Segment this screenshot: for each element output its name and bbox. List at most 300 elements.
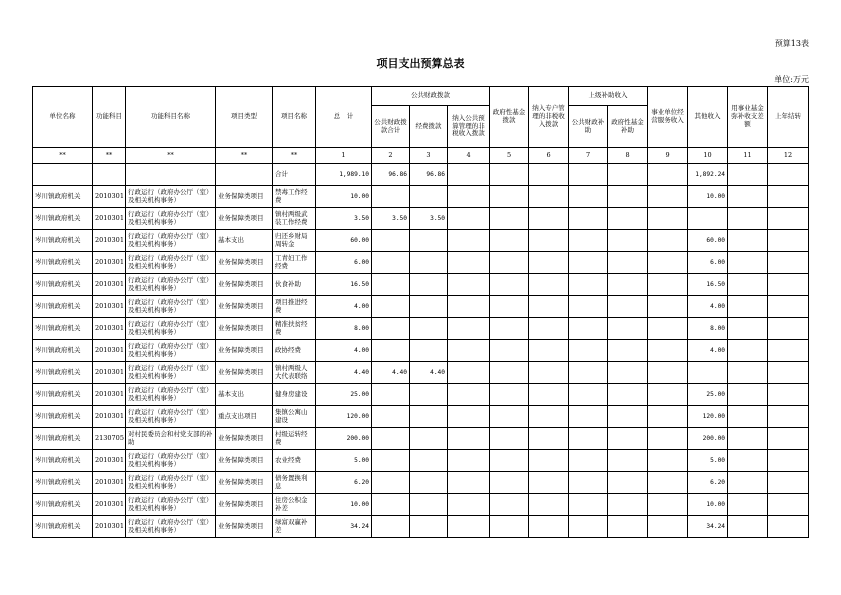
table-row [33,494,809,516]
header-func-name: 功能科目名称 [126,87,216,148]
row-business-income [648,186,688,208]
row-gov-fund [490,252,529,274]
row-pf-funding [410,384,448,406]
header-pf-nontax: 纳入公共预算管理的非税收入拨款 [448,106,490,148]
row-other-income: 6.00 [688,252,728,274]
row-ss-public [569,384,608,406]
header-index-cell: 8 [608,148,648,164]
row-other-income: 10.00 [688,186,728,208]
row-business-income [648,252,688,274]
header-index-cell: ** [216,148,273,164]
row-ss-public [569,252,608,274]
row-total: 34.24 [316,516,372,538]
row-total: 3.50 [316,208,372,230]
row-other-income: 34.24 [688,516,728,538]
row-business-income [648,318,688,340]
row-special-nontax [529,406,569,428]
row-special-nontax [529,472,569,494]
row-prev-carryover [768,296,809,318]
row-other-income [688,208,728,230]
row-ss-gov-fund [608,230,648,252]
row-func-code: 2010301 [93,318,126,340]
row-ss-public [569,318,608,340]
row-ss-public [569,208,608,230]
row-total: 60.00 [316,230,372,252]
table-row [33,208,809,230]
row-fund-make-up [728,516,768,538]
row-ss-gov-fund [608,494,648,516]
row-func-code: 2010301 [93,406,126,428]
row-pf-nontax [448,384,490,406]
row-business-income [648,516,688,538]
row-fund-make-up [728,274,768,296]
row-ss-public [569,274,608,296]
header-pf-subtotal: 公共财政拨款合计 [372,106,410,148]
row-prev-carryover [768,186,809,208]
row-unit-name: 岑川镇政府机关 [33,362,93,384]
row-project-type: 基本支出 [216,230,273,252]
header-index-cell: 3 [410,148,448,164]
header-pf-funding: 经费拨款 [410,106,448,148]
row-fund-make-up [728,472,768,494]
row-unit-name: 岑川镇政府机关 [33,296,93,318]
row-project-name: 镇村两级武装工作经费 [273,208,316,230]
row-pf-subtotal [372,318,410,340]
row-prev-carryover [768,274,809,296]
header-func-code: 功能科目 [93,87,126,148]
unit-label: 单位:万元 [774,75,809,84]
row-func-code: 2010301 [93,252,126,274]
row-func-code: 2010301 [93,384,126,406]
row-unit-name: 岑川镇政府机关 [33,406,93,428]
row-ss-gov-fund [608,274,648,296]
row-pf-nontax [448,208,490,230]
row-gov-fund [490,472,529,494]
header-index-cell: 10 [688,148,728,164]
row-func-name: 行政运行（政府办公厅（室）及相关机构事务） [126,494,216,516]
row-fund-make-up [728,318,768,340]
row-project-type: 业务保障类项目 [216,208,273,230]
row-other-income: 60.00 [688,230,728,252]
row-prev-carryover [768,318,809,340]
header-index-cell: ** [33,148,93,164]
row-pf-nontax [448,516,490,538]
row-pf-nontax [448,186,490,208]
header-index-cell: 9 [648,148,688,164]
header-project-type: 项目类型 [216,87,273,148]
row-ss-gov-fund [608,516,648,538]
table-row [33,340,809,362]
row-pf-funding [410,186,448,208]
row-ss-gov-fund [608,406,648,428]
row-func-code: 2010301 [93,274,126,296]
row-total: 4.00 [316,296,372,318]
row-pf-nontax [448,428,490,450]
header-fund-make-up: 用事业基金弥补收支差额 [728,87,768,148]
row-func-name: 行政运行（政府办公厅（室）及相关机构事务） [126,296,216,318]
table-row [33,362,809,384]
row-total: 200.00 [316,428,372,450]
row-pf-subtotal [372,494,410,516]
row-project-type: 业务保障类项目 [216,186,273,208]
row-project-name: 禁毒工作经费 [273,186,316,208]
row-business-income [648,274,688,296]
row-project-name: 绿富双赢补差 [273,516,316,538]
row-pf-subtotal [372,230,410,252]
row-pf-nontax [448,494,490,516]
row-pf-subtotal [372,428,410,450]
row-project-type: 业务保障类项目 [216,428,273,450]
header-index-cell: 4 [448,148,490,164]
row-func-name: 对村民委员会和村党支部的补助 [126,428,216,450]
row-business-income [648,208,688,230]
table-row [33,274,809,296]
table-row [33,450,809,472]
row-business-income [648,428,688,450]
table-row [33,406,809,428]
row-unit-name: 岑川镇政府机关 [33,252,93,274]
row-func-name: 行政运行（政府办公厅（室）及相关机构事务） [126,450,216,472]
row-fund-make-up [728,340,768,362]
row-project-type: 业务保障类项目 [216,296,273,318]
row-func-code: 2010301 [93,186,126,208]
header-ss-gov-fund: 政府性基金补助 [608,106,648,148]
row-pf-subtotal [372,186,410,208]
row-project-name: 政协经费 [273,340,316,362]
row-ss-public [569,428,608,450]
row-prev-carryover [768,494,809,516]
row-gov-fund [490,406,529,428]
row-fund-make-up [728,230,768,252]
page-title: 项目支出预算总表 [376,57,465,70]
row-func-code: 2010301 [93,494,126,516]
row-other-income: 4.00 [688,296,728,318]
row-fund-make-up [728,186,768,208]
row-total: 4.40 [316,362,372,384]
row-special-nontax [529,230,569,252]
row-unit-name: 岑川镇政府机关 [33,340,93,362]
row-pf-funding [410,494,448,516]
row-gov-fund [490,274,529,296]
row-unit-name: 岑川镇政府机关 [33,384,93,406]
row-pf-subtotal [372,340,410,362]
row-ss-gov-fund [608,186,648,208]
table-row [33,186,809,208]
header-other-income: 其他收入 [688,87,728,148]
row-pf-funding: 4.40 [410,362,448,384]
table-row [33,472,809,494]
row-total: 8.00 [316,318,372,340]
table-row [33,252,809,274]
row-project-type: 业务保障类项目 [216,340,273,362]
row-ss-gov-fund [608,450,648,472]
header-index-cell: 7 [569,148,608,164]
row-fund-make-up [728,384,768,406]
row-project-name: 精准扶贫经费 [273,318,316,340]
row-project-name: 农业经费 [273,450,316,472]
row-prev-carryover [768,384,809,406]
row-ss-public [569,516,608,538]
row-func-code: 2010301 [93,362,126,384]
row-unit-name: 岑川镇政府机关 [33,472,93,494]
row-prev-carryover [768,362,809,384]
row-project-type: 业务保障类项目 [216,450,273,472]
row-ss-public [569,450,608,472]
row-pf-nontax [448,252,490,274]
header-index-cell: ** [126,148,216,164]
header-prev-carryover: 上年结转 [768,87,809,148]
row-other-income [688,362,728,384]
row-total: 120.00 [316,406,372,428]
row-ss-public [569,186,608,208]
row-special-nontax [529,362,569,384]
row-total: 4.00 [316,340,372,362]
row-total: 10.00 [316,186,372,208]
header-special-nontax: 纳入专户管理的非税收入拨款 [529,87,569,148]
header-ss-public: 公共财政补助 [569,106,608,148]
row-pf-subtotal [372,472,410,494]
row-ss-gov-fund [608,252,648,274]
row-gov-fund [490,186,529,208]
row-project-name: 伙食补助 [273,274,316,296]
budget-table [32,86,809,538]
row-ss-public [569,296,608,318]
row-unit-name: 岑川镇政府机关 [33,318,93,340]
row-func-name: 行政运行（政府办公厅（室）及相关机构事务） [126,208,216,230]
row-gov-fund [490,494,529,516]
table-row [33,318,809,340]
row-unit-name: 岑川镇政府机关 [33,230,93,252]
row-func-name: 行政运行（政府办公厅（室）及相关机构事务） [126,318,216,340]
table-row [33,516,809,538]
row-pf-funding [410,472,448,494]
row-func-name: 行政运行（政府办公厅（室）及相关机构事务） [126,274,216,296]
row-pf-subtotal [372,450,410,472]
row-pf-funding [410,296,448,318]
row-special-nontax [529,208,569,230]
row-func-name: 行政运行（政府办公厅（室）及相关机构事务） [126,362,216,384]
row-fund-make-up [728,296,768,318]
row-fund-make-up [728,252,768,274]
row-other-income: 5.00 [688,450,728,472]
table-row [33,230,809,252]
row-pf-funding: 3.50 [410,208,448,230]
table-row [33,296,809,318]
header-public-finance: 公共财政拨款 [372,87,490,106]
row-func-name: 行政运行（政府办公厅（室）及相关机构事务） [126,384,216,406]
row-gov-fund [490,362,529,384]
row-special-nontax [529,340,569,362]
row-gov-fund [490,340,529,362]
row-other-income: 4.00 [688,340,728,362]
row-total: 6.00 [316,252,372,274]
totals-total: 1,989.10 [316,164,372,186]
row-total: 16.50 [316,274,372,296]
row-other-income: 6.20 [688,472,728,494]
table-row [33,384,809,406]
row-business-income [648,472,688,494]
row-project-type: 业务保障类项目 [216,274,273,296]
row-prev-carryover [768,230,809,252]
row-pf-funding [410,252,448,274]
row-func-name: 行政运行（政府办公厅（室）及相关机构事务） [126,252,216,274]
row-special-nontax [529,450,569,472]
row-func-code: 2130705 [93,428,126,450]
row-pf-subtotal [372,384,410,406]
row-gov-fund [490,450,529,472]
header-index-cell: 2 [372,148,410,164]
row-total: 10.00 [316,494,372,516]
row-other-income: 16.50 [688,274,728,296]
row-project-type: 业务保障类项目 [216,472,273,494]
row-pf-subtotal [372,406,410,428]
row-business-income [648,230,688,252]
row-special-nontax [529,186,569,208]
row-project-name: 归还乡财局周转金 [273,230,316,252]
header-index-cell: ** [273,148,316,164]
row-prev-carryover [768,472,809,494]
row-pf-nontax [448,318,490,340]
row-ss-gov-fund [608,296,648,318]
row-func-code: 2010301 [93,296,126,318]
form-number: 预算13表 [774,39,809,48]
row-ss-gov-fund [608,208,648,230]
row-prev-carryover [768,252,809,274]
row-pf-nontax [448,406,490,428]
header-index-cell: 1 [316,148,372,164]
row-gov-fund [490,230,529,252]
row-ss-gov-fund [608,428,648,450]
row-project-name: 债务置换利息 [273,472,316,494]
row-gov-fund [490,516,529,538]
row-func-name: 行政运行（政府办公厅（室）及相关机构事务） [126,230,216,252]
row-ss-public [569,362,608,384]
row-prev-carryover [768,208,809,230]
row-pf-subtotal: 3.50 [372,208,410,230]
row-gov-fund [490,208,529,230]
row-pf-funding [410,428,448,450]
row-project-name: 住房公积金补差 [273,494,316,516]
row-unit-name: 岑川镇政府机关 [33,494,93,516]
header-business-income: 事业单位经营服务收入 [648,87,688,148]
row-unit-name: 岑川镇政府机关 [33,516,93,538]
row-func-name: 行政运行（政府办公厅（室）及相关机构事务） [126,516,216,538]
row-pf-subtotal [372,516,410,538]
row-business-income [648,450,688,472]
row-project-type: 业务保障类项目 [216,252,273,274]
header-total: 总 计 [316,87,372,148]
header-index-cell: 11 [728,148,768,164]
row-project-name: 工青妇工作经费 [273,252,316,274]
header-project-name: 项目名称 [273,87,316,148]
row-special-nontax [529,428,569,450]
row-func-code: 2010301 [93,230,126,252]
row-pf-subtotal [372,296,410,318]
row-project-name: 村级运转经费 [273,428,316,450]
row-unit-name: 岑川镇政府机关 [33,450,93,472]
row-other-income: 10.00 [688,494,728,516]
row-prev-carryover [768,406,809,428]
row-ss-gov-fund [608,318,648,340]
row-project-type: 基本支出 [216,384,273,406]
row-total: 5.00 [316,450,372,472]
row-special-nontax [529,274,569,296]
row-fund-make-up [728,208,768,230]
totals-pf-subtotal: 96.86 [372,164,410,186]
row-pf-nontax [448,274,490,296]
row-gov-fund [490,384,529,406]
row-special-nontax [529,516,569,538]
row-pf-nontax [448,362,490,384]
row-unit-name: 岑川镇政府机关 [33,186,93,208]
row-ss-gov-fund [608,472,648,494]
totals-pf-funding: 96.86 [410,164,448,186]
row-pf-nontax [448,296,490,318]
header-gov-fund: 政府性基金拨款 [490,87,529,148]
row-gov-fund [490,428,529,450]
row-total: 6.20 [316,472,372,494]
row-gov-fund [490,296,529,318]
header-index-cell: 6 [529,148,569,164]
header-unit-name: 单位名称 [33,87,93,148]
row-unit-name: 岑川镇政府机关 [33,428,93,450]
row-func-code: 2010301 [93,516,126,538]
totals-label: 合计 [273,164,316,186]
row-func-code: 2010301 [93,340,126,362]
row-special-nontax [529,494,569,516]
row-project-type: 业务保障类项目 [216,494,273,516]
row-func-code: 2010301 [93,472,126,494]
row-pf-funding [410,516,448,538]
table-row [33,428,809,450]
row-project-name: 集镇公寓山建设 [273,406,316,428]
row-ss-gov-fund [608,362,648,384]
row-func-name: 行政运行（政府办公厅（室）及相关机构事务） [126,406,216,428]
row-ss-public [569,340,608,362]
row-prev-carryover [768,428,809,450]
row-business-income [648,406,688,428]
row-pf-subtotal [372,274,410,296]
row-pf-subtotal: 4.40 [372,362,410,384]
row-prev-carryover [768,450,809,472]
row-project-type: 业务保障类项目 [216,362,273,384]
row-pf-nontax [448,230,490,252]
row-total: 25.00 [316,384,372,406]
row-pf-subtotal [372,252,410,274]
row-prev-carryover [768,340,809,362]
row-business-income [648,362,688,384]
row-gov-fund [490,318,529,340]
row-fund-make-up [728,428,768,450]
row-fund-make-up [728,406,768,428]
totals-other-income: 1,892.24 [688,164,728,186]
row-special-nontax [529,384,569,406]
row-special-nontax [529,318,569,340]
row-other-income: 200.00 [688,428,728,450]
row-ss-public [569,406,608,428]
row-business-income [648,340,688,362]
row-pf-funding [410,340,448,362]
row-project-name: 项目推进经费 [273,296,316,318]
row-pf-nontax [448,450,490,472]
header-index-cell: ** [93,148,126,164]
header-superior-subsidy: 上级补助收入 [569,87,648,106]
row-business-income [648,384,688,406]
row-special-nontax [529,296,569,318]
row-pf-funding [410,318,448,340]
totals-row [33,164,809,186]
row-project-type: 重点支出项目 [216,406,273,428]
